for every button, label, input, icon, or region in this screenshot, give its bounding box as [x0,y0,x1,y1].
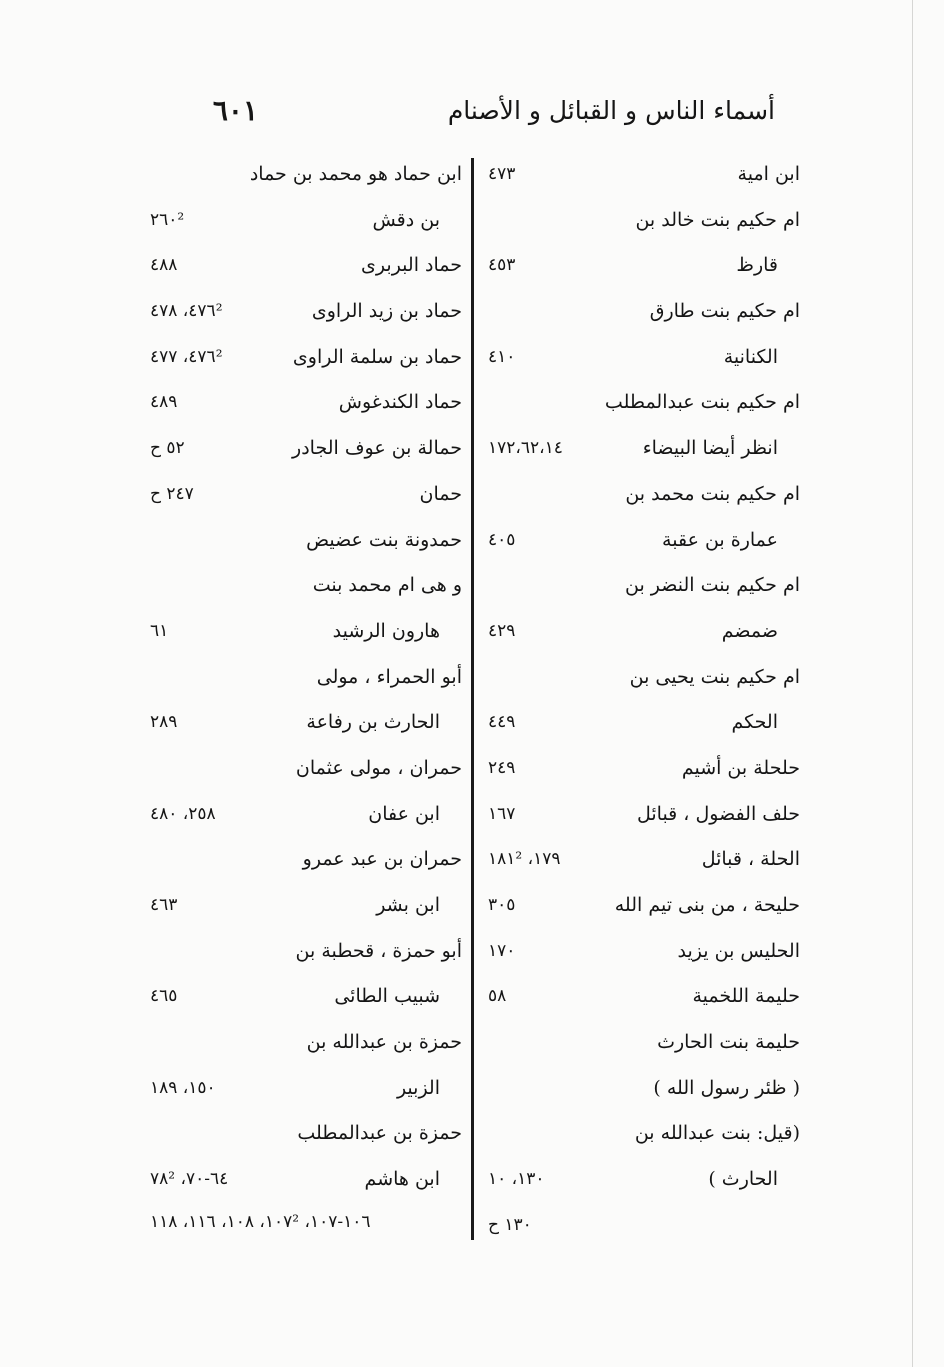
index-entry [488,426,800,472]
entry-name: ابن حماد هو محمد بن حماد [249,163,462,185]
entry-name: ام حكيم بنت يحيى بن [629,665,800,688]
entry-name: و هى ام محمد بنت [312,574,462,597]
entry-page-refs: ٢٦٠² [150,209,185,230]
entry-page-refs: ٢٥٨، ٤٨٠ [150,803,216,824]
entry-page-refs: ١٧٢،٦٢،١٤ [488,438,563,459]
page-edge-line [912,0,913,1367]
entry-page-refs: ٢٤٧ ح [150,483,194,504]
index-entry [488,974,800,1020]
index-entry [488,289,800,335]
column-divider [471,158,474,1240]
entry-name: الكنانية [723,345,778,368]
index-entry [488,472,800,518]
index-entry [150,518,462,564]
entry-page-refs: ٤٥٣ [488,255,516,276]
entry-name: عمارة بن عقبة [662,528,778,551]
entry-name: حماد بن زيد الراوى [311,300,462,323]
index-entry [150,243,462,289]
entry-page-refs: ١٥٠، ١٨٩ [150,1077,216,1098]
index-entry [488,563,800,609]
index-entry [488,837,800,883]
entry-name: الحارث ) [708,1168,778,1191]
entry-page-refs: ٦٤-٧٠، ٧٨² [150,1169,229,1190]
entry-page-refs: ٤٢٩ [488,620,516,641]
index-entry [488,518,800,564]
entry-page-refs: ٦١ [150,620,169,641]
page-number: ٦٠١ [212,94,258,127]
entry-name: شبيب الطائى [334,985,440,1008]
entry-page-refs: ٤٧٦²، ٤٧٧ [150,346,223,367]
entry-name: حليمة بنت الحارث [657,1031,800,1054]
index-entry [150,335,462,381]
entry-name: حمالة بن عوف الجادر [292,437,462,460]
entry-name: حليمة اللخمية [692,985,800,1008]
entry-name: انظر أيضا البيضاء [642,437,778,460]
entry-page-refs: ١٣٠ ح [488,1214,532,1235]
index-entry [150,380,462,426]
entry-page-refs: ٢٤٩ [488,757,516,778]
entry-name: ابن عفان [368,802,440,825]
entry-page-refs: ١٣٠، ١٠ [488,1169,545,1190]
index-entry [488,883,800,929]
index-entry [488,243,800,289]
index-entry [150,792,462,838]
index-entry [488,198,800,244]
entry-page-refs: ٤١٠ [488,346,516,367]
index-entry [150,472,462,518]
entry-page-refs: ١٧٠ [488,940,516,961]
entry-page-refs: ٤٧٦²، ٤٧٨ [150,301,223,322]
index-entry [488,655,800,701]
index-entry [150,837,462,883]
entry-name: حلحلة بن أشيم [681,756,800,779]
index-entry [488,1111,800,1157]
index-entry [488,746,800,792]
entry-name: ضمضم [721,619,778,642]
index-entry [488,152,800,198]
entry-name: ام حكيم بنت عبدالمطلب [604,391,800,414]
entry-page-refs: ١٧٩، ١٨١² [488,849,561,870]
index-entry [488,1203,800,1249]
entry-name: ابن امية [737,163,800,185]
entry-page-refs: ٥٢ ح [150,438,185,459]
entry-name: حمدونة بنت عضيض [306,528,462,551]
entry-name: بن دقش [372,208,440,231]
running-header-title: أسماء الناس و القبائل و الأصنام [447,96,775,125]
entry-name: ( ظئر رسول الله ) [653,1076,800,1099]
index-entry [150,974,462,1020]
entry-name: حمران ، مولى عثمان [295,756,462,779]
index-entry [150,609,462,655]
entry-name: (قيل: بنت عبدالله بن [634,1122,800,1145]
entry-page-refs: ٤٧٣ [488,164,516,184]
index-entry [150,289,462,335]
entry-name: الزبير [396,1076,440,1099]
entry-page-refs: ٤٨٨ [150,255,178,276]
entry-page-refs: ١٦٧ [488,803,516,824]
index-entry [150,152,462,198]
index-entry [150,655,462,701]
index-column-left [150,152,462,1203]
entry-page-refs: ٣٠٥ [488,895,516,915]
entry-name: ام حكيم بنت طارق [649,300,800,323]
index-entry [488,929,800,975]
index-entry [488,335,800,381]
entry-name: الحارث بن رفاعة [306,711,440,734]
entry-name: ام حكيم بنت خالد بن [635,208,800,231]
entry-name: الحكم [731,711,778,734]
entry-page-refs: ٤٠٥ [488,529,516,550]
entry-name: حماد الكندغوش [338,391,462,414]
entry-page-refs: ٥٨ [488,986,507,1007]
index-column-right [488,152,800,1249]
entry-name: حليحة ، من بنى تيم الله [614,894,800,916]
entry-name: هارون الرشيد [332,619,440,642]
entry-page-refs: ٤٨٩ [150,392,178,413]
entry-page-refs: ٤٤٩ [488,712,516,733]
index-entry [488,1157,800,1203]
index-entry [150,1066,462,1112]
entry-name: حمزة بن عبدالله بن [306,1031,462,1054]
entry-page-refs: ٤٦٥ [150,986,178,1007]
index-entry [150,929,462,975]
entry-name: أبو حمزة ، قحطبة بن [295,939,462,962]
index-entry [488,1066,800,1112]
entry-name: الحلة ، قبائل [701,848,800,871]
entry-name: الحليس بن يزيد [677,939,800,962]
entry-name: حمان [419,482,462,505]
index-entry [488,700,800,746]
index-entry [488,380,800,426]
index-entry [150,563,462,609]
entry-name: حلف الفضول ، قبائل [636,802,800,825]
continuation-page-refs: ١٠٦-١٠٧، ١٠٧²، ١٠٨، ١١٦، ١١٨ [150,1212,371,1232]
index-entry [150,746,462,792]
entry-name: ام حكيم بنت النضر بن [624,574,800,597]
index-entry [150,1157,462,1203]
entry-name: ابن هاشم [364,1168,440,1191]
index-entry [488,609,800,655]
entry-name: حمران بن عبد عمرو [302,848,462,871]
index-entry [488,1020,800,1066]
entry-name: ام حكيم بنت محمد بن [625,482,800,505]
index-entry [488,792,800,838]
entry-name: حماد البربرى [361,254,462,277]
entry-name: ابن بشر [376,894,440,916]
entry-name: حماد بن سلمة الراوى [292,345,462,368]
entry-name: أبو الحمراء ، مولى [316,665,462,688]
index-entry [150,1020,462,1066]
index-entry [150,883,462,929]
index-entry [150,700,462,746]
index-entry [150,426,462,472]
index-entry [150,198,462,244]
entry-name: حمزة بن عبدالمطلب [297,1122,462,1145]
entry-name: قارظ [736,254,778,277]
index-entry [150,1111,462,1157]
entry-page-refs: ٤٦٣ [150,895,178,915]
entry-page-refs: ٢٨٩ [150,712,178,733]
